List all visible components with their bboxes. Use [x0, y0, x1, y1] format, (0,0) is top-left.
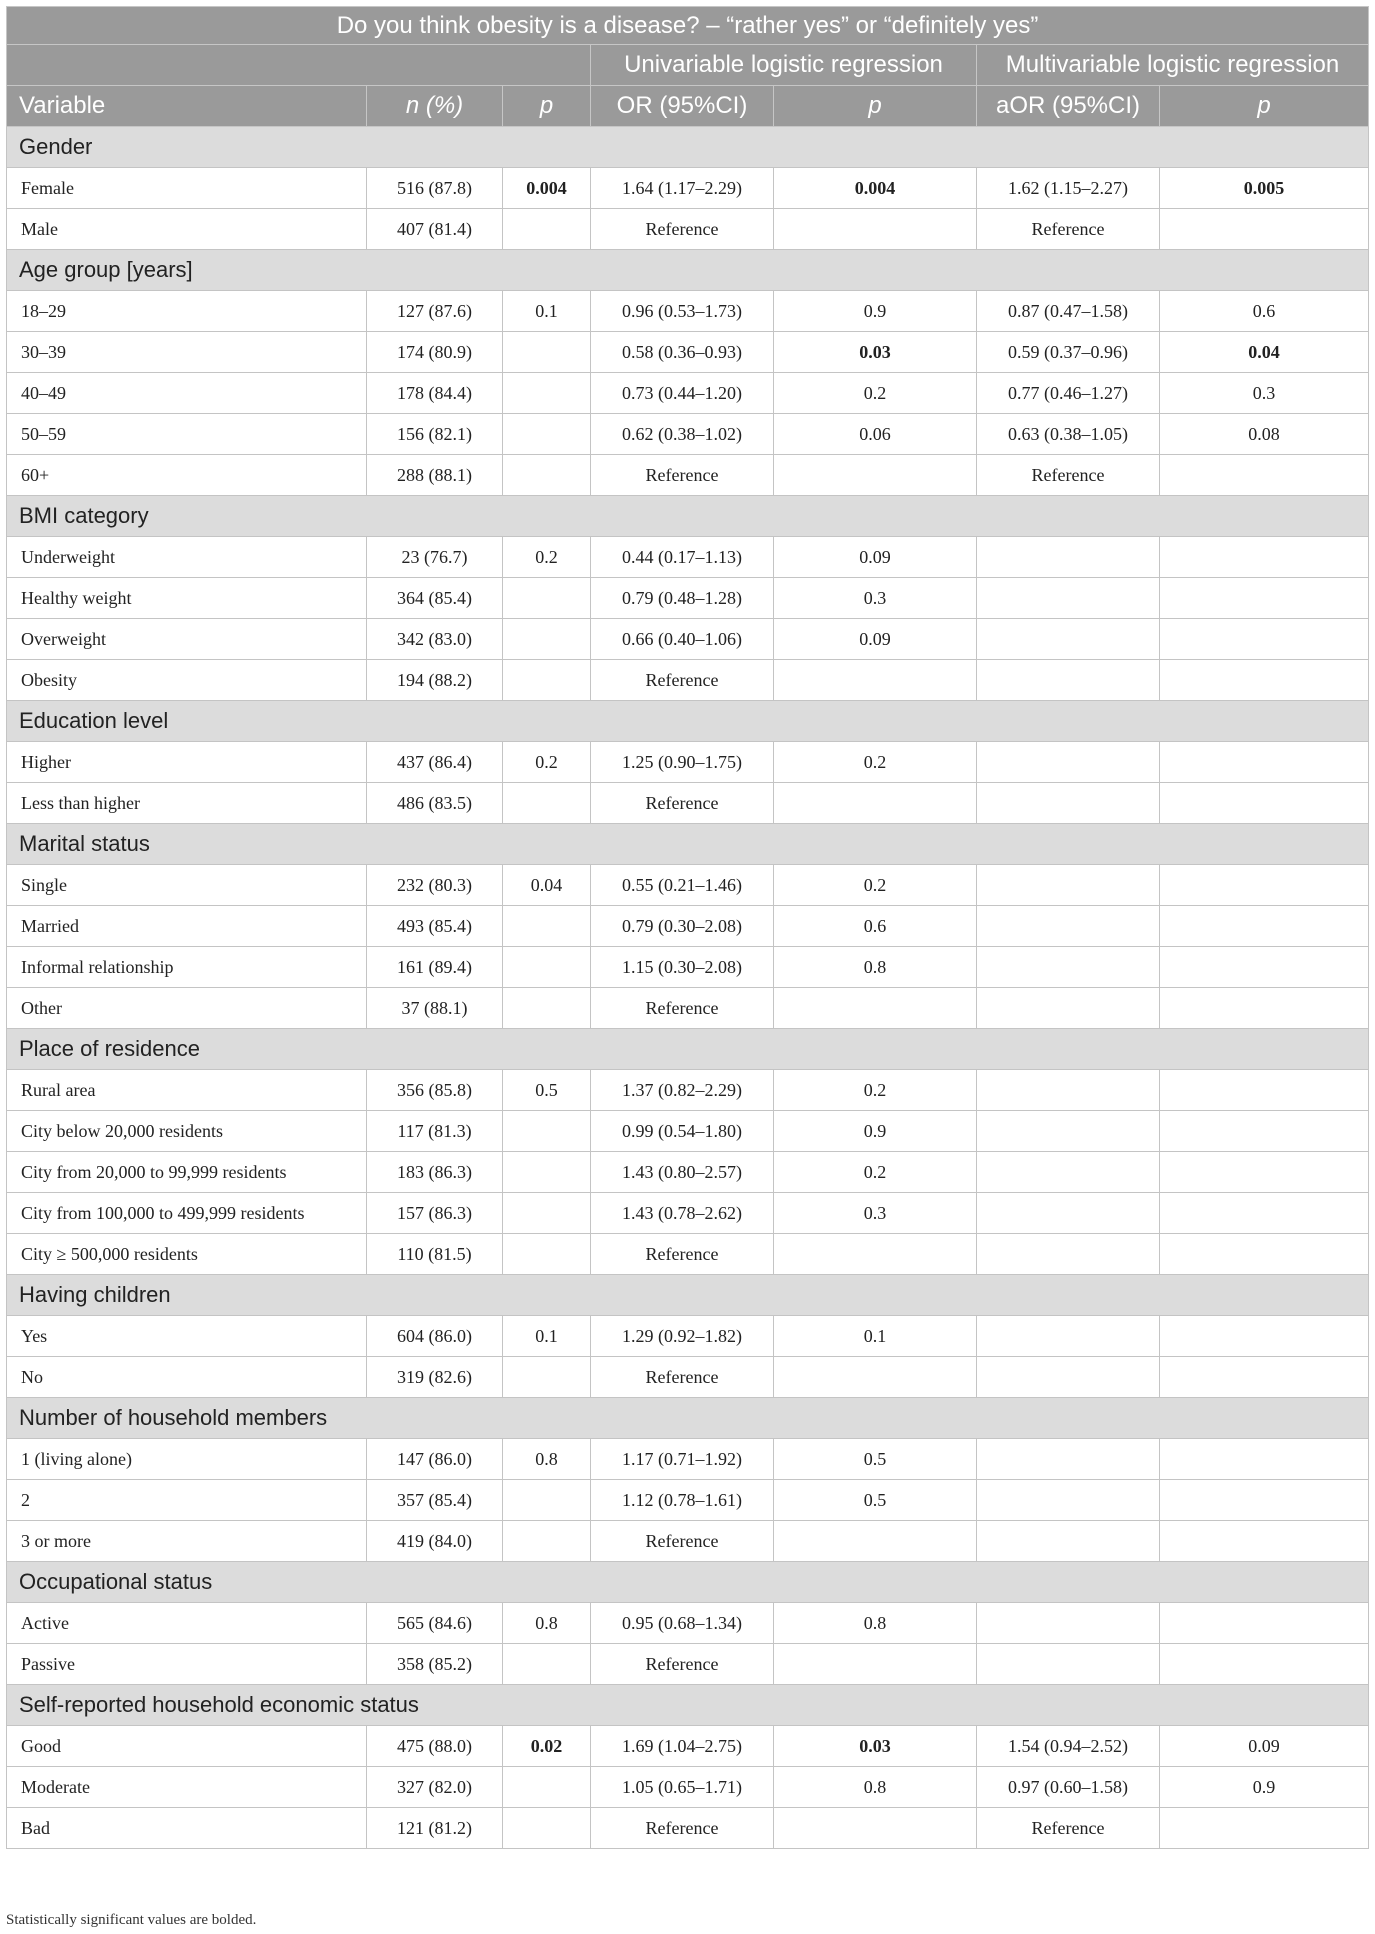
- cell-aor: [977, 1521, 1160, 1562]
- cell-p: [503, 1808, 591, 1849]
- table-row: [7, 1521, 1369, 1562]
- section-label: Number of household members: [7, 1398, 1369, 1439]
- results-table: [6, 6, 1369, 1849]
- table-row: [7, 1439, 1369, 1480]
- table-row: [7, 1111, 1369, 1152]
- cell-p-univariable: 0.06: [774, 414, 977, 455]
- cell-aor: [977, 1357, 1160, 1398]
- cell-aor: Reference: [977, 455, 1160, 496]
- cell-p-multivariable: [1160, 906, 1369, 947]
- cell-aor: 1.54 (0.94–2.52): [977, 1726, 1160, 1767]
- section-row: [7, 701, 1369, 742]
- cell-n-percent: 327 (82.0): [367, 1767, 503, 1808]
- table-row: [7, 660, 1369, 701]
- cell-aor: [977, 1603, 1160, 1644]
- cell-p-univariable: 0.8: [774, 1603, 977, 1644]
- cell-aor: 0.87 (0.47–1.58): [977, 291, 1160, 332]
- cell-variable: Female: [7, 168, 367, 209]
- table-footnote: Statistically significant values are bolded.: [6, 1912, 257, 1928]
- section-label: Gender: [7, 127, 1369, 168]
- cell-or: 0.62 (0.38–1.02): [591, 414, 774, 455]
- cell-or: 0.95 (0.68–1.34): [591, 1603, 774, 1644]
- column-header-p: p: [503, 86, 591, 127]
- cell-n-percent: 358 (85.2): [367, 1644, 503, 1685]
- cell-aor: [977, 1316, 1160, 1357]
- cell-p-univariable: 0.5: [774, 1439, 977, 1480]
- cell-variable: Passive: [7, 1644, 367, 1685]
- cell-p-multivariable: [1160, 742, 1369, 783]
- table-row: [7, 1357, 1369, 1398]
- cell-p: [503, 1521, 591, 1562]
- cell-p-multivariable: 0.08: [1160, 414, 1369, 455]
- cell-variable: Yes: [7, 1316, 367, 1357]
- cell-variable: 18–29: [7, 291, 367, 332]
- cell-n-percent: 183 (86.3): [367, 1152, 503, 1193]
- section-row: [7, 1398, 1369, 1439]
- cell-aor: [977, 1644, 1160, 1685]
- cell-variable: City ≥ 500,000 residents: [7, 1234, 367, 1275]
- column-header-row: [7, 86, 1369, 127]
- cell-n-percent: 356 (85.8): [367, 1070, 503, 1111]
- cell-p-univariable: 0.09: [774, 537, 977, 578]
- table-row: [7, 1644, 1369, 1685]
- section-row: [7, 1029, 1369, 1070]
- table-row: [7, 1726, 1369, 1767]
- cell-p-univariable: 0.8: [774, 1767, 977, 1808]
- cell-p: 0.1: [503, 291, 591, 332]
- cell-p-multivariable: 0.09: [1160, 1726, 1369, 1767]
- cell-or: 0.55 (0.21–1.46): [591, 865, 774, 906]
- cell-p-univariable: 0.2: [774, 1070, 977, 1111]
- column-header-p-multivariable: p: [1160, 86, 1369, 127]
- table-row: [7, 988, 1369, 1029]
- cell-p-univariable: 0.2: [774, 373, 977, 414]
- cell-aor: [977, 619, 1160, 660]
- cell-p: [503, 1767, 591, 1808]
- cell-variable: City from 20,000 to 99,999 residents: [7, 1152, 367, 1193]
- table-row: [7, 1193, 1369, 1234]
- cell-p: [503, 1193, 591, 1234]
- cell-p-univariable: 0.8: [774, 947, 977, 988]
- cell-p-multivariable: [1160, 1644, 1369, 1685]
- cell-p-multivariable: [1160, 209, 1369, 250]
- column-header-variable: Variable: [7, 86, 367, 127]
- cell-n-percent: 364 (85.4): [367, 578, 503, 619]
- cell-aor: [977, 783, 1160, 824]
- table-row: [7, 455, 1369, 496]
- cell-n-percent: 342 (83.0): [367, 619, 503, 660]
- cell-or: 1.69 (1.04–2.75): [591, 1726, 774, 1767]
- section-label: Age group [years]: [7, 250, 1369, 291]
- cell-p-multivariable: [1160, 1521, 1369, 1562]
- section-row: [7, 127, 1369, 168]
- cell-p: [503, 578, 591, 619]
- cell-or: Reference: [591, 1644, 774, 1685]
- cell-p-univariable: [774, 1521, 977, 1562]
- cell-aor: [977, 906, 1160, 947]
- cell-or: Reference: [591, 209, 774, 250]
- cell-n-percent: 604 (86.0): [367, 1316, 503, 1357]
- cell-or: 1.15 (0.30–2.08): [591, 947, 774, 988]
- cell-p: [503, 1234, 591, 1275]
- cell-p-multivariable: [1160, 1357, 1369, 1398]
- cell-n-percent: 174 (80.9): [367, 332, 503, 373]
- cell-or: 0.73 (0.44–1.20): [591, 373, 774, 414]
- group-header-univariable: Univariable logistic regression: [591, 45, 977, 86]
- cell-variable: 60+: [7, 455, 367, 496]
- cell-p-univariable: [774, 1808, 977, 1849]
- cell-or: 0.79 (0.48–1.28): [591, 578, 774, 619]
- cell-variable: 50–59: [7, 414, 367, 455]
- cell-p: 0.1: [503, 1316, 591, 1357]
- cell-p-multivariable: [1160, 1070, 1369, 1111]
- cell-p-univariable: [774, 1234, 977, 1275]
- cell-or: 1.25 (0.90–1.75): [591, 742, 774, 783]
- cell-or: 1.17 (0.71–1.92): [591, 1439, 774, 1480]
- table-row: [7, 1767, 1369, 1808]
- cell-aor: [977, 1234, 1160, 1275]
- cell-or: 0.66 (0.40–1.06): [591, 619, 774, 660]
- cell-or: Reference: [591, 1521, 774, 1562]
- table-title: Do you think obesity is a disease? – “rather yes” or “definitely yes”: [7, 7, 1369, 45]
- cell-p: [503, 988, 591, 1029]
- column-header-or: OR (95%CI): [591, 86, 774, 127]
- section-label: Having children: [7, 1275, 1369, 1316]
- cell-variable: 2: [7, 1480, 367, 1521]
- cell-variable: Other: [7, 988, 367, 1029]
- column-header-p-univariable: p: [774, 86, 977, 127]
- table-row: [7, 537, 1369, 578]
- cell-p: [503, 1152, 591, 1193]
- cell-p: [503, 1357, 591, 1398]
- cell-p-univariable: 0.6: [774, 906, 977, 947]
- cell-or: 1.29 (0.92–1.82): [591, 1316, 774, 1357]
- section-row: [7, 824, 1369, 865]
- cell-p: 0.2: [503, 742, 591, 783]
- cell-p-multivariable: [1160, 660, 1369, 701]
- table-row: [7, 1070, 1369, 1111]
- cell-p: 0.02: [503, 1726, 591, 1767]
- cell-p-univariable: 0.9: [774, 291, 977, 332]
- cell-variable: Informal relationship: [7, 947, 367, 988]
- cell-variable: Overweight: [7, 619, 367, 660]
- cell-variable: Underweight: [7, 537, 367, 578]
- cell-p: [503, 209, 591, 250]
- cell-n-percent: 475 (88.0): [367, 1726, 503, 1767]
- cell-n-percent: 319 (82.6): [367, 1357, 503, 1398]
- table-row: [7, 1603, 1369, 1644]
- cell-n-percent: 156 (82.1): [367, 414, 503, 455]
- cell-n-percent: 117 (81.3): [367, 1111, 503, 1152]
- cell-p-multivariable: [1160, 1808, 1369, 1849]
- cell-p: [503, 414, 591, 455]
- cell-p-univariable: 0.3: [774, 1193, 977, 1234]
- cell-aor: [977, 1070, 1160, 1111]
- cell-variable: Obesity: [7, 660, 367, 701]
- cell-p: [503, 373, 591, 414]
- cell-p-multivariable: [1160, 1603, 1369, 1644]
- cell-p-univariable: [774, 455, 977, 496]
- cell-p: 0.8: [503, 1603, 591, 1644]
- cell-p-multivariable: 0.3: [1160, 373, 1369, 414]
- cell-p: [503, 332, 591, 373]
- table-row: [7, 1316, 1369, 1357]
- cell-p: [503, 660, 591, 701]
- cell-p: 0.8: [503, 1439, 591, 1480]
- cell-aor: [977, 742, 1160, 783]
- cell-variable: Less than higher: [7, 783, 367, 824]
- cell-variable: Single: [7, 865, 367, 906]
- cell-aor: [977, 947, 1160, 988]
- cell-aor: Reference: [977, 209, 1160, 250]
- cell-n-percent: 37 (88.1): [367, 988, 503, 1029]
- table-row: [7, 742, 1369, 783]
- cell-aor: 0.63 (0.38–1.05): [977, 414, 1160, 455]
- cell-aor: [977, 537, 1160, 578]
- section-label: Marital status: [7, 824, 1369, 865]
- column-header-aor: aOR (95%CI): [977, 86, 1160, 127]
- cell-or: 1.12 (0.78–1.61): [591, 1480, 774, 1521]
- cell-p: [503, 783, 591, 824]
- group-header-row: [7, 45, 1369, 86]
- cell-n-percent: 232 (80.3): [367, 865, 503, 906]
- cell-aor: [977, 578, 1160, 619]
- cell-p-multivariable: [1160, 1193, 1369, 1234]
- cell-p: [503, 947, 591, 988]
- cell-p-multivariable: [1160, 619, 1369, 660]
- cell-p: [503, 455, 591, 496]
- cell-p: 0.2: [503, 537, 591, 578]
- cell-p-multivariable: [1160, 1111, 1369, 1152]
- cell-n-percent: 157 (86.3): [367, 1193, 503, 1234]
- cell-p-multivariable: [1160, 1234, 1369, 1275]
- section-label: BMI category: [7, 496, 1369, 537]
- cell-or: 1.43 (0.78–2.62): [591, 1193, 774, 1234]
- cell-p: [503, 1644, 591, 1685]
- cell-aor: 0.59 (0.37–0.96): [977, 332, 1160, 373]
- table-row: [7, 209, 1369, 250]
- cell-aor: Reference: [977, 1808, 1160, 1849]
- cell-aor: [977, 1193, 1160, 1234]
- cell-variable: Good: [7, 1726, 367, 1767]
- cell-p: 0.004: [503, 168, 591, 209]
- cell-n-percent: 516 (87.8): [367, 168, 503, 209]
- cell-p-univariable: 0.1: [774, 1316, 977, 1357]
- cell-or: Reference: [591, 1357, 774, 1398]
- cell-variable: Active: [7, 1603, 367, 1644]
- cell-p-multivariable: [1160, 783, 1369, 824]
- cell-p-univariable: 0.2: [774, 1152, 977, 1193]
- cell-aor: 0.97 (0.60–1.58): [977, 1767, 1160, 1808]
- cell-p-multivariable: [1160, 1316, 1369, 1357]
- cell-p: 0.04: [503, 865, 591, 906]
- cell-n-percent: 493 (85.4): [367, 906, 503, 947]
- cell-p-univariable: [774, 1644, 977, 1685]
- cell-p-multivariable: 0.005: [1160, 168, 1369, 209]
- cell-variable: Healthy weight: [7, 578, 367, 619]
- table-row: [7, 906, 1369, 947]
- cell-variable: Male: [7, 209, 367, 250]
- cell-n-percent: 437 (86.4): [367, 742, 503, 783]
- table-title-row: [7, 7, 1369, 45]
- table-row: [7, 1152, 1369, 1193]
- cell-n-percent: 288 (88.1): [367, 455, 503, 496]
- table-row: [7, 947, 1369, 988]
- cell-or: Reference: [591, 783, 774, 824]
- cell-n-percent: 419 (84.0): [367, 1521, 503, 1562]
- cell-p-univariable: [774, 209, 977, 250]
- table-row: [7, 168, 1369, 209]
- cell-or: 1.05 (0.65–1.71): [591, 1767, 774, 1808]
- cell-p-multivariable: [1160, 1152, 1369, 1193]
- cell-aor: [977, 865, 1160, 906]
- cell-or: Reference: [591, 1234, 774, 1275]
- table-row: [7, 414, 1369, 455]
- cell-or: 1.43 (0.80–2.57): [591, 1152, 774, 1193]
- cell-p-univariable: [774, 783, 977, 824]
- cell-p-univariable: 0.09: [774, 619, 977, 660]
- cell-or: Reference: [591, 1808, 774, 1849]
- cell-n-percent: 194 (88.2): [367, 660, 503, 701]
- section-label: Occupational status: [7, 1562, 1369, 1603]
- cell-variable: Higher: [7, 742, 367, 783]
- cell-p-univariable: [774, 988, 977, 1029]
- cell-p: [503, 1111, 591, 1152]
- cell-p-univariable: 0.5: [774, 1480, 977, 1521]
- cell-p-multivariable: [1160, 455, 1369, 496]
- cell-p-univariable: 0.2: [774, 865, 977, 906]
- cell-p-univariable: 0.9: [774, 1111, 977, 1152]
- table-row: [7, 291, 1369, 332]
- cell-n-percent: 110 (81.5): [367, 1234, 503, 1275]
- cell-variable: No: [7, 1357, 367, 1398]
- cell-p: [503, 619, 591, 660]
- cell-p: 0.5: [503, 1070, 591, 1111]
- cell-p-multivariable: 0.6: [1160, 291, 1369, 332]
- cell-or: 0.58 (0.36–0.93): [591, 332, 774, 373]
- cell-n-percent: 121 (81.2): [367, 1808, 503, 1849]
- cell-aor: [977, 1152, 1160, 1193]
- cell-p-multivariable: [1160, 578, 1369, 619]
- cell-variable: Bad: [7, 1808, 367, 1849]
- cell-or: 0.96 (0.53–1.73): [591, 291, 774, 332]
- cell-p-multivariable: [1160, 537, 1369, 578]
- cell-p-multivariable: [1160, 1480, 1369, 1521]
- cell-variable: Moderate: [7, 1767, 367, 1808]
- cell-n-percent: 486 (83.5): [367, 783, 503, 824]
- cell-n-percent: 23 (76.7): [367, 537, 503, 578]
- cell-aor: [977, 660, 1160, 701]
- section-label: Place of residence: [7, 1029, 1369, 1070]
- cell-or: Reference: [591, 455, 774, 496]
- group-header-multivariable: Multivariable logistic regression: [977, 45, 1369, 86]
- cell-variable: 40–49: [7, 373, 367, 414]
- cell-aor: [977, 1439, 1160, 1480]
- section-row: [7, 496, 1369, 537]
- cell-or: 0.99 (0.54–1.80): [591, 1111, 774, 1152]
- cell-variable: 30–39: [7, 332, 367, 373]
- cell-aor: 0.77 (0.46–1.27): [977, 373, 1160, 414]
- table-container: [6, 6, 1368, 1849]
- table-row: [7, 1234, 1369, 1275]
- cell-p-multivariable: 0.04: [1160, 332, 1369, 373]
- cell-n-percent: 178 (84.4): [367, 373, 503, 414]
- cell-p-univariable: 0.2: [774, 742, 977, 783]
- table-row: [7, 783, 1369, 824]
- table-row: [7, 1480, 1369, 1521]
- cell-p-univariable: [774, 660, 977, 701]
- cell-n-percent: 565 (84.6): [367, 1603, 503, 1644]
- table-row: [7, 619, 1369, 660]
- cell-aor: [977, 1480, 1160, 1521]
- cell-n-percent: 407 (81.4): [367, 209, 503, 250]
- table-row: [7, 332, 1369, 373]
- section-label: Education level: [7, 701, 1369, 742]
- cell-p-multivariable: 0.9: [1160, 1767, 1369, 1808]
- table-row: [7, 578, 1369, 619]
- cell-variable: 1 (living alone): [7, 1439, 367, 1480]
- cell-p-multivariable: [1160, 865, 1369, 906]
- cell-p: [503, 906, 591, 947]
- cell-n-percent: 161 (89.4): [367, 947, 503, 988]
- cell-p: [503, 1480, 591, 1521]
- cell-or: Reference: [591, 660, 774, 701]
- cell-p-univariable: [774, 1357, 977, 1398]
- column-header-n: n (%): [367, 86, 503, 127]
- section-label: Self-reported household economic status: [7, 1685, 1369, 1726]
- table-row: [7, 1808, 1369, 1849]
- cell-or: 1.64 (1.17–2.29): [591, 168, 774, 209]
- cell-n-percent: 357 (85.4): [367, 1480, 503, 1521]
- cell-aor: [977, 1111, 1160, 1152]
- cell-aor: [977, 988, 1160, 1029]
- cell-p-univariable: 0.03: [774, 332, 977, 373]
- section-row: [7, 1685, 1369, 1726]
- cell-aor: 1.62 (1.15–2.27): [977, 168, 1160, 209]
- cell-variable: Married: [7, 906, 367, 947]
- table-row: [7, 373, 1369, 414]
- cell-n-percent: 127 (87.6): [367, 291, 503, 332]
- cell-or: 1.37 (0.82–2.29): [591, 1070, 774, 1111]
- cell-or: 0.79 (0.30–2.08): [591, 906, 774, 947]
- group-header-blank: [7, 45, 591, 86]
- cell-or: Reference: [591, 988, 774, 1029]
- cell-p-multivariable: [1160, 988, 1369, 1029]
- cell-variable: Rural area: [7, 1070, 367, 1111]
- cell-p-multivariable: [1160, 1439, 1369, 1480]
- section-row: [7, 1562, 1369, 1603]
- cell-p-univariable: 0.3: [774, 578, 977, 619]
- cell-variable: City from 100,000 to 499,999 residents: [7, 1193, 367, 1234]
- cell-variable: City below 20,000 residents: [7, 1111, 367, 1152]
- cell-variable: 3 or more: [7, 1521, 367, 1562]
- cell-p-univariable: 0.03: [774, 1726, 977, 1767]
- cell-p-univariable: 0.004: [774, 168, 977, 209]
- section-row: [7, 250, 1369, 291]
- section-row: [7, 1275, 1369, 1316]
- cell-n-percent: 147 (86.0): [367, 1439, 503, 1480]
- cell-or: 0.44 (0.17–1.13): [591, 537, 774, 578]
- table-row: [7, 865, 1369, 906]
- cell-p-multivariable: [1160, 947, 1369, 988]
